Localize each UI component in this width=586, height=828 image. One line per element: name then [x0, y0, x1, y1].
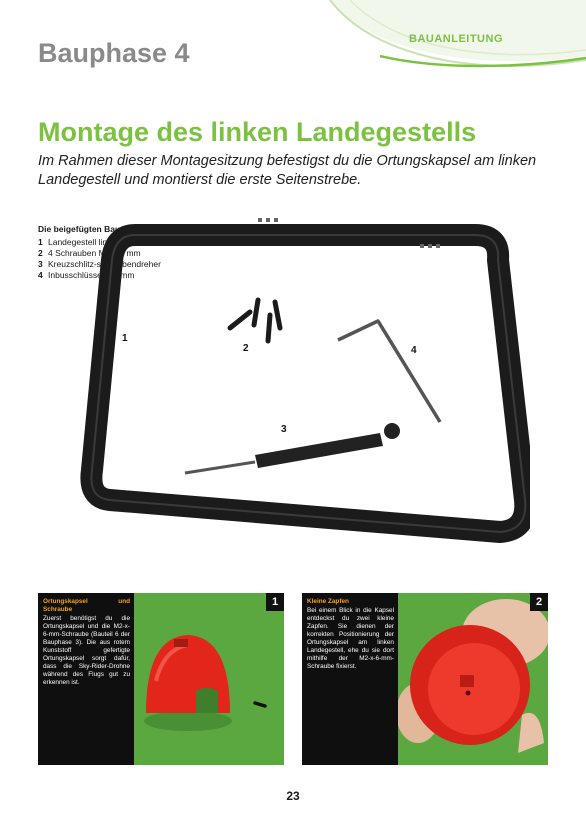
part-number: 3 [38, 259, 43, 269]
intro-text: Im Rahmen dieser Montagesitzung befestigst du die Ortungskapsel am linken Landegestell und montierst die erste Seitenstrebe. [38, 153, 537, 188]
part-label-3: 3 [281, 424, 287, 435]
screwdriver [185, 423, 400, 473]
part-number: 1 [38, 237, 43, 247]
step-description: Zuerst benötigst du die Ortungskapsel und die M2-x-6-mm-Schraube (Bauteil 6 der Bauphase 3). Die aus rotem Kunststoff gefertigte Ortungskapsel sorgt dafür, dass die Sky-Rider-Drohne während des Flugs gut zu erkennen ist. [43, 615, 130, 686]
parts-photo [80, 200, 530, 580]
screws [230, 300, 280, 341]
section-tag: BAUANLEITUNG [409, 33, 503, 45]
part-label: 4 Schrauben M3x12 mm [48, 248, 141, 258]
step-description: Bei einem Blick in die Kapsel entdeckst du zwei kleine Zapfen. Sie dienen der korrekten Positionierung der Ortungskapsel am linken Landegestell, ehe du sie dort mithilfe der M2-x-6-mm-Schraube fixierst. [307, 607, 394, 670]
part-number: 2 [38, 248, 43, 258]
step-badge: 1 [266, 593, 284, 611]
capsule-in-hand-photo [398, 593, 548, 765]
part-label-1: 1 [122, 333, 128, 344]
part-number: 4 [38, 270, 43, 280]
part-label: Landegestell links [48, 237, 116, 247]
landing-gear-frame [91, 235, 525, 532]
phase-title: Bauphase 4 [38, 38, 190, 68]
part-label: Kreuzschlitz-schraubendreher [48, 259, 161, 269]
page-number: 23 [286, 789, 300, 803]
part-label-2: 2 [243, 343, 249, 354]
step-title: Kleine Zapfen [307, 598, 349, 605]
step-text-box [38, 593, 134, 765]
capsule-photo [134, 593, 284, 765]
step-panel-1 [38, 593, 284, 765]
step-panel-2 [302, 593, 548, 765]
parts-list-title: Die beigefügten Bauteile [38, 224, 138, 234]
page-title: Montage des linken Landegestells [38, 117, 477, 147]
part-label: Inbusschlüssel 1,5 mm [48, 270, 135, 280]
step-badge: 2 [530, 593, 548, 611]
step-title: Ortungskapsel und Schraube [43, 598, 130, 613]
part-label-4: 4 [411, 345, 417, 356]
step-text-box [302, 593, 398, 765]
allen-key [338, 321, 440, 422]
